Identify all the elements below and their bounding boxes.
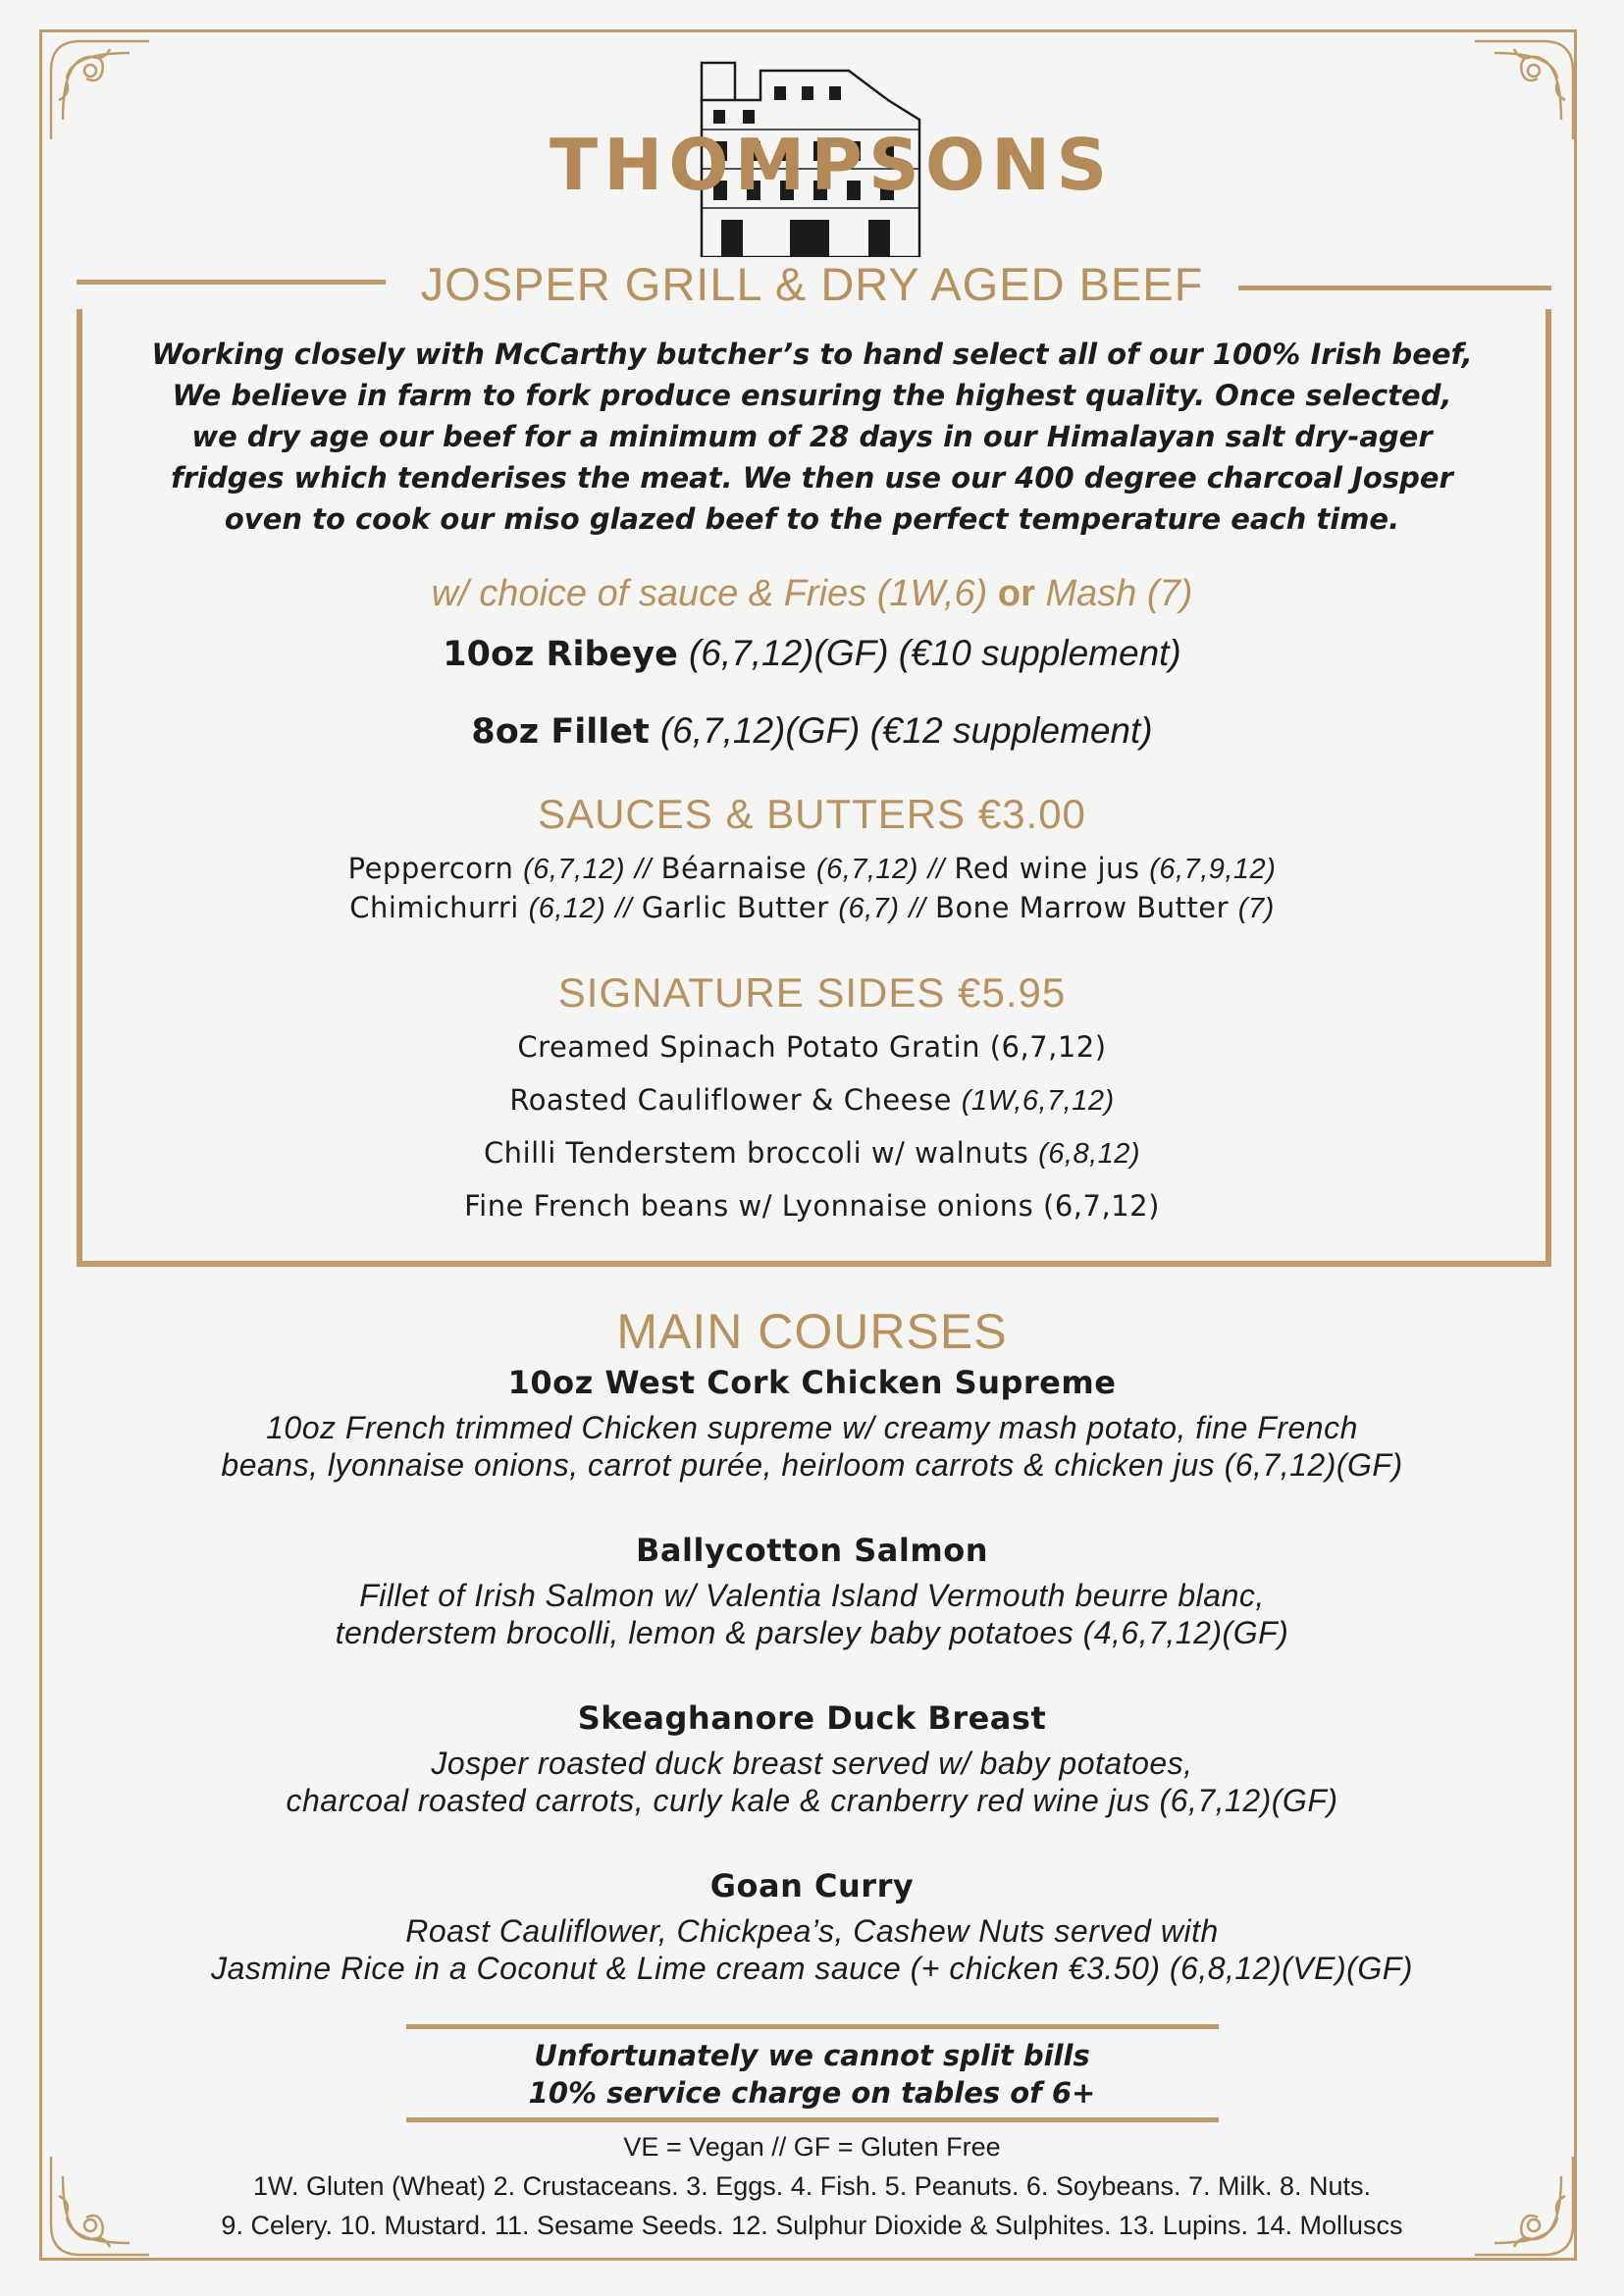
steak-name: 10oz Ribeye (443, 635, 678, 674)
dish-name: Goan Curry (709, 1867, 915, 1905)
notice-line: 10% service charge on tables of 6+ (528, 2076, 1096, 2110)
sauce-allergens: (6,7,9,12) (1149, 854, 1277, 885)
allergen-list-line: 1W. Gluten (Wheat) 2. Crustaceans. 3. Eggs. 4. Fish. 5. Peanuts. 6. Soybeans. 7. Milk. 8. Nuts. (252, 2171, 1372, 2201)
dish-desc-line: tenderstem brocolli, lemon & parsley baby potatoes (4,6,7,12)(GF) (335, 1615, 1289, 1650)
dish-desc-line: Fillet of Irish Salmon w/ Valentia Island Vermouth beurre blanc, (359, 1578, 1265, 1613)
allergen-list-line: 9. Celery. 10. Mustard. 11. Sesame Seeds. 12. Sulphur Dioxide & Sulphites. 13. Lupins. 14. Molluscs (221, 2211, 1403, 2240)
intro-line: we dry age our beef for a minimum of 28 days in our Himalayan salt dry-ager (191, 420, 1433, 453)
diet-key: VE = Vegan // GF = Gluten Free (623, 2132, 1001, 2162)
side-allergens: (6,7,12) (1043, 1189, 1160, 1223)
separator: // (927, 854, 945, 885)
separator: // (634, 854, 652, 885)
side-name: Chilli Tenderstem broccoli w/ walnuts (483, 1136, 1029, 1170)
sauce-name: Garlic Butter (641, 891, 829, 924)
dish-description (0, 1577, 1624, 1651)
side-item (0, 1189, 1624, 1223)
steak-detail: (6,7,12)(GF) (€12 supplement) (659, 710, 1153, 751)
sauce-name: Red wine jus (954, 852, 1140, 885)
side-name: Roasted Cauliflower & Cheese (509, 1083, 952, 1117)
side-allergens: (6,8,12) (1038, 1138, 1141, 1170)
sauce-allergens: (6,7,12) (815, 854, 918, 885)
dish-desc-line: 10oz French trimmed Chicken supreme w/ creamy mash potato, fine French (266, 1410, 1358, 1445)
allergen-legend (0, 2127, 1624, 2245)
steak-name: 8oz Fillet (471, 712, 650, 752)
josper-intro (0, 334, 1624, 540)
sauce-line (0, 852, 1624, 886)
intro-line: oven to cook our miso glazed beef to the perfect temperature each time. (224, 502, 1400, 536)
mains-title: MAIN COURSES (616, 1304, 1008, 1359)
sauce-allergens: (6,7) (838, 893, 900, 924)
dish-description (0, 1912, 1624, 1987)
steak-choice-line (0, 573, 1624, 615)
sauce-allergens: (6,12) (528, 893, 606, 924)
sauce-name: Béarnaise (660, 852, 808, 885)
sauce-name: Chimichurri (349, 891, 519, 924)
sauce-allergens: (6,7,12) (523, 854, 626, 885)
brand-wordmark: THOMPSONS (550, 124, 1114, 206)
side-allergens: (6,7,12) (989, 1030, 1107, 1064)
ornament-corner-top-left (41, 31, 159, 149)
dish-desc-line: beans, lyonnaise onions, carrot purée, heirloom carrots & chicken jus (6,7,12)(GF) (221, 1447, 1403, 1483)
side-item (0, 1030, 1624, 1064)
josper-title: JOSPER GRILL & DRY AGED BEEF (420, 258, 1204, 310)
ornament-corner-top-right (1465, 31, 1583, 149)
dish-name: Skeaghanore Duck Breast (577, 1699, 1047, 1737)
steak-item (0, 633, 1624, 674)
choice-or: or (997, 573, 1035, 614)
dish-description (0, 1409, 1624, 1484)
dish-desc-line: Jasmine Rice in a Coconut & Lime cream sauce (+ chicken €3.50) (6,8,12)(VE)(GF) (211, 1951, 1413, 1986)
separator: // (615, 893, 633, 924)
side-allergens: (1W,6,7,12) (961, 1085, 1115, 1117)
dish-name: 10oz West Cork Chicken Supreme (507, 1364, 1117, 1401)
side-name: Creamed Spinach Potato Gratin (517, 1030, 980, 1064)
notice-line: Unfortunately we cannot split bills (534, 2039, 1090, 2072)
sides-title: SIGNATURE SIDES €5.95 (557, 969, 1067, 1016)
sauce-name: Bone Marrow Butter (935, 891, 1230, 924)
dish-desc-line: charcoal roasted carrots, curly kale & cranberry red wine jus (6,7,12)(GF) (286, 1783, 1338, 1818)
dish-description (0, 1745, 1624, 1819)
dish-desc-line: Josper roasted duck breast served w/ baby potatoes, (431, 1746, 1193, 1781)
sauces-title: SAUCES & BUTTERS €3.00 (538, 791, 1086, 837)
steak-detail: (6,7,12)(GF) (€10 supplement) (688, 633, 1181, 673)
sauce-name: Peppercorn (347, 852, 514, 885)
choice-fries: w/ choice of sauce & Fries (1W,6) (431, 573, 988, 614)
notice-box (0, 2037, 1624, 2112)
steak-item (0, 710, 1624, 752)
separator: // (909, 893, 926, 924)
side-item (0, 1083, 1624, 1118)
intro-line: fridges which tenderises the meat. We then use our 400 degree charcoal Josper (171, 461, 1453, 495)
notice-rule-bottom (406, 2117, 1219, 2122)
intro-line: We believe in farm to fork produce ensuring the highest quality. Once selected, (172, 379, 1452, 412)
sauce-allergens: (7) (1237, 893, 1275, 924)
side-item (0, 1136, 1624, 1171)
dish-name: Ballycotton Salmon (636, 1532, 988, 1569)
side-name: Fine French beans w/ Lyonnaise onions (464, 1189, 1034, 1223)
sauce-line (0, 891, 1624, 925)
intro-line: Working closely with McCarthy butcher’s to hand select all of our 100% Irish beef, (151, 338, 1473, 371)
dish-desc-line: Roast Cauliflower, Chickpea’s, Cashew Nuts served with (405, 1913, 1219, 1949)
notice-rule-top (406, 2024, 1219, 2029)
choice-mash: Mash (7) (1045, 573, 1193, 614)
